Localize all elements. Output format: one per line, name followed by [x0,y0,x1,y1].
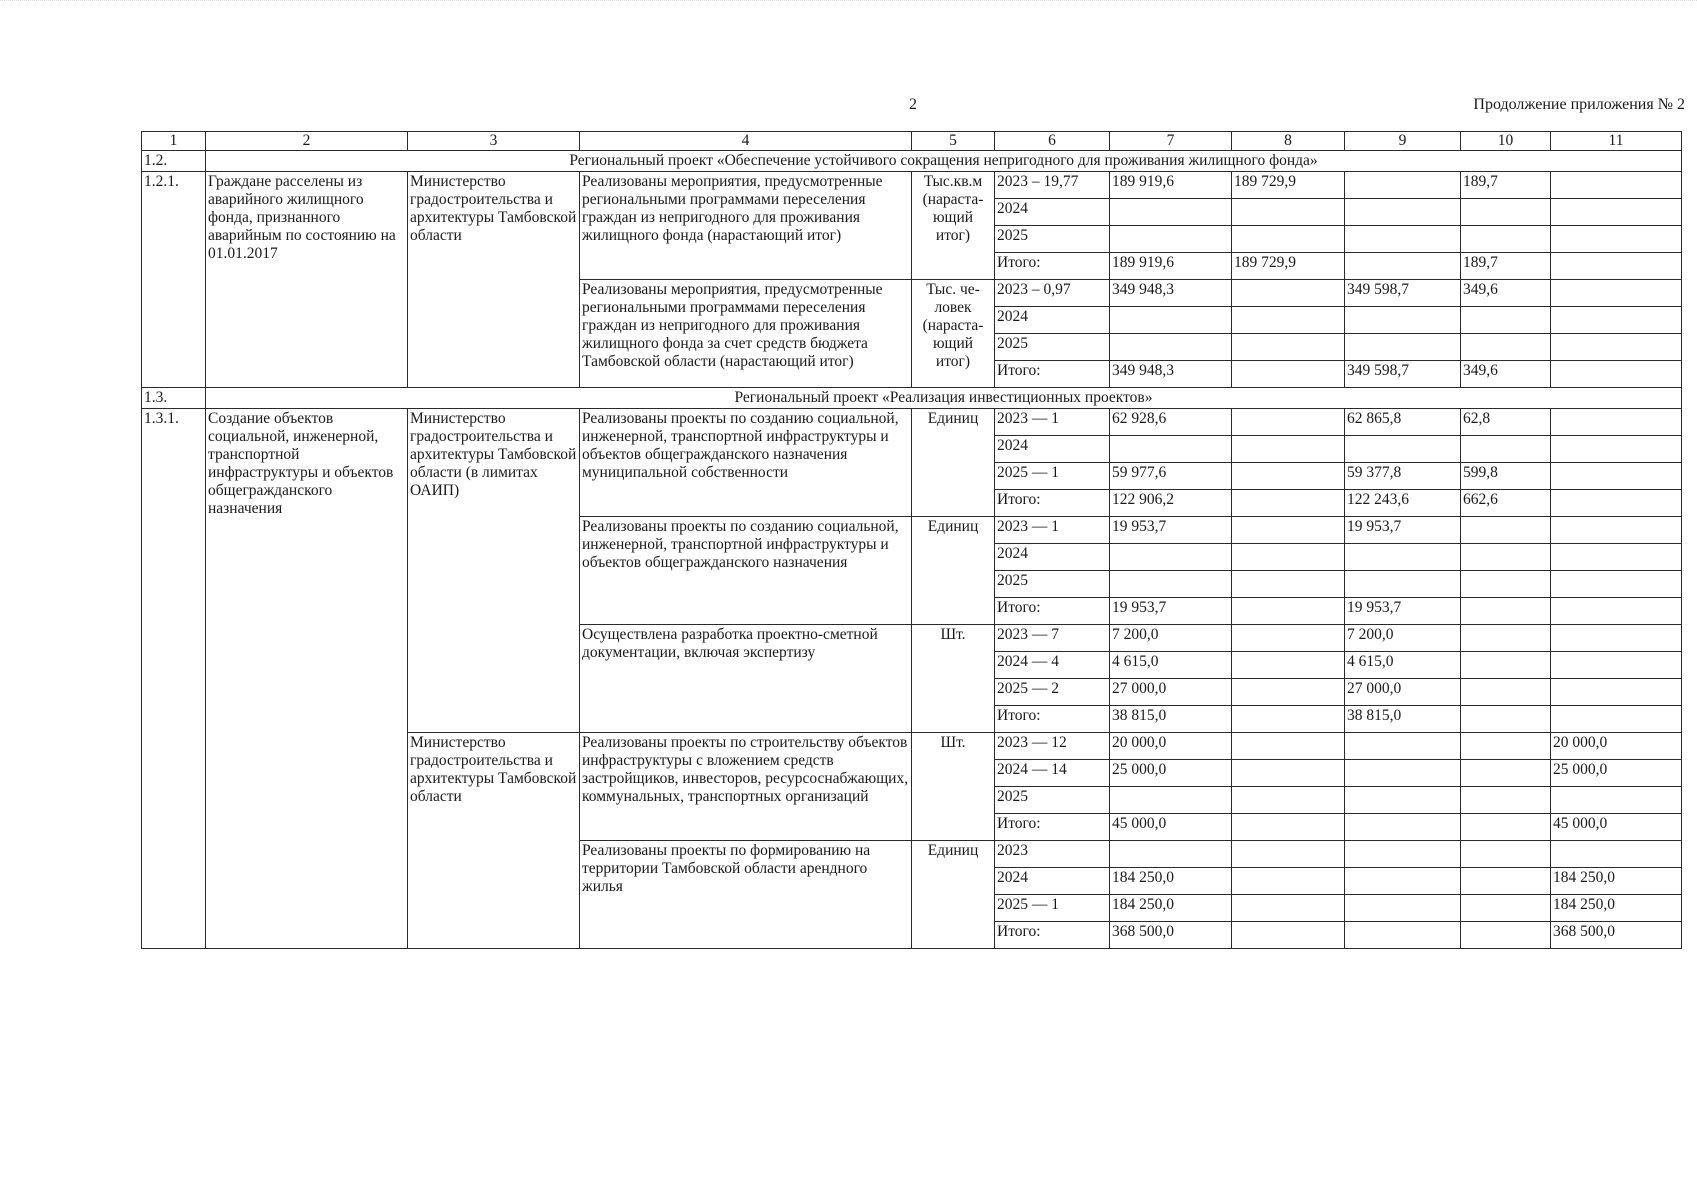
amount-cell [1345,922,1461,949]
col-header: 1 [142,132,206,151]
year-cell: 2024 [995,436,1110,463]
amount-cell [1551,787,1682,814]
year-cell: Итого: [995,253,1110,280]
amount-cell [1110,544,1232,571]
year-cell: Итого: [995,814,1110,841]
amount-cell: 19 953,7 [1110,598,1232,625]
result-unit: Тыс.кв.м (нараста-ющий итог) [912,172,995,280]
appendix-note: Продолжение приложения № 2 [1473,96,1685,113]
amount-cell [1551,307,1682,334]
result-unit: Единиц [912,409,995,517]
amount-cell: 4 615,0 [1345,652,1461,679]
amount-cell [1551,598,1682,625]
amount-cell: 662,6 [1461,490,1551,517]
amount-cell [1232,544,1345,571]
amount-cell [1232,361,1345,388]
result-unit: Единиц [912,841,995,949]
amount-cell: 62 865,8 [1345,409,1461,436]
amount-cell [1461,652,1551,679]
item-code: 1.3.1. [142,409,206,949]
amount-cell: 349 948,3 [1110,280,1232,307]
item-executor: Министерство градостроительства и архитектуры Тамбовской области (в лимитах ОАИП) [408,409,580,733]
amount-cell [1461,868,1551,895]
result-unit: Шт. [912,625,995,733]
amount-cell [1345,226,1461,253]
amount-cell [1110,307,1232,334]
amount-cell [1461,787,1551,814]
amount-cell [1232,307,1345,334]
result-description: Реализованы проекты по формированию на территории Тамбовской области арендного жилья [580,841,912,949]
amount-cell [1232,787,1345,814]
amount-cell [1345,307,1461,334]
amount-cell [1110,787,1232,814]
amount-cell [1551,463,1682,490]
amount-cell [1461,226,1551,253]
amount-cell [1345,760,1461,787]
amount-cell [1461,625,1551,652]
amount-cell: 189 729,9 [1232,172,1345,199]
amount-cell [1461,895,1551,922]
amount-cell: 184 250,0 [1551,895,1682,922]
amount-cell [1461,436,1551,463]
amount-cell: 189,7 [1461,253,1551,280]
amount-cell: 189 729,9 [1232,253,1345,280]
amount-cell: 27 000,0 [1345,679,1461,706]
amount-cell [1345,841,1461,868]
col-header: 4 [580,132,912,151]
amount-cell [1461,814,1551,841]
year-cell: Итого: [995,922,1110,949]
amount-cell [1461,598,1551,625]
item-task: Граждане расселены из аварийного жилищного фонда, признанного аварийным по состоянию на 01.01.2017 [206,172,408,388]
amount-cell [1551,436,1682,463]
amount-cell: 122 243,6 [1345,490,1461,517]
section-title: Региональный проект «Обеспечение устойчивого сокращения непригодного для проживания жилищного фонда» [206,151,1682,172]
col-header: 3 [408,132,580,151]
amount-cell [1110,199,1232,226]
result-description: Реализованы проекты по строительству объектов инфраструктуры с вложением средств застройщиков, инвесторов, ресурсоснабжающих, коммунальных, транспортных организаций [580,733,912,841]
result-unit: Шт. [912,733,995,841]
amount-cell [1232,652,1345,679]
amount-cell: 45 000,0 [1551,814,1682,841]
amount-cell [1232,334,1345,361]
amount-cell [1345,571,1461,598]
section-row [142,151,1682,172]
col-header: 9 [1345,132,1461,151]
amount-cell [1232,226,1345,253]
result-description: Осуществлена разработка проектно-сметной документации, включая экспертизу [580,625,912,733]
amount-cell [1345,199,1461,226]
amount-cell: 7 200,0 [1110,625,1232,652]
year-cell: 2024 [995,544,1110,571]
amount-cell [1461,544,1551,571]
amount-cell: 19 953,7 [1345,598,1461,625]
amount-cell [1345,814,1461,841]
amount-cell [1551,409,1682,436]
page-number: 2 [909,96,917,113]
year-cell: 2024 [995,868,1110,895]
amount-cell: 349,6 [1461,280,1551,307]
amount-cell: 122 906,2 [1110,490,1232,517]
amount-cell [1232,868,1345,895]
item-executor: Министерство градостроительства и архитектуры Тамбовской области [408,733,580,949]
year-cell: Итого: [995,706,1110,733]
amount-cell [1345,895,1461,922]
year-cell: 2024 [995,307,1110,334]
amount-cell: 349 948,3 [1110,361,1232,388]
amount-cell: 27 000,0 [1110,679,1232,706]
amount-cell: 59 377,8 [1345,463,1461,490]
column-numbers-row [142,132,1682,151]
amount-cell: 62 928,6 [1110,409,1232,436]
col-header: 6 [995,132,1110,151]
amount-cell [1461,679,1551,706]
year-cell: 2024 — 14 [995,760,1110,787]
amount-cell: 349 598,7 [1345,280,1461,307]
amount-cell [1232,841,1345,868]
amount-cell [1551,490,1682,517]
result-description: Реализованы проекты по созданию социальной, инженерной, транспортной инфраструктуры и объектов общегражданского назначения муниципальной собственности [580,409,912,517]
amount-cell: 4 615,0 [1110,652,1232,679]
result-description: Реализованы мероприятия, предусмотренные региональными программами переселения граждан из непригодного для проживания жилищного фонда за счет средств бюджета Тамбовской области (нарастающий итог) [580,280,912,388]
amount-cell [1232,490,1345,517]
amount-cell: 38 815,0 [1345,706,1461,733]
year-cell: Итого: [995,490,1110,517]
year-cell: 2024 [995,199,1110,226]
amount-cell [1232,922,1345,949]
amount-cell [1345,733,1461,760]
amount-cell: 368 500,0 [1110,922,1232,949]
amount-cell: 349,6 [1461,361,1551,388]
amount-cell [1461,922,1551,949]
amount-cell [1461,199,1551,226]
year-cell: 2025 — 1 [995,895,1110,922]
amount-cell: 189 919,6 [1110,172,1232,199]
amount-cell [1551,706,1682,733]
amount-cell: 368 500,0 [1551,922,1682,949]
data-row [142,409,1682,436]
col-header: 5 [912,132,995,151]
year-cell: 2025 [995,571,1110,598]
amount-cell [1345,436,1461,463]
amount-cell: 25 000,0 [1110,760,1232,787]
year-cell: 2023 — 7 [995,625,1110,652]
program-table [141,131,1682,949]
amount-cell [1551,253,1682,280]
col-header: 2 [206,132,408,151]
amount-cell: 20 000,0 [1551,733,1682,760]
amount-cell [1110,436,1232,463]
amount-cell [1345,172,1461,199]
year-cell: 2023 — 12 [995,733,1110,760]
amount-cell [1345,868,1461,895]
amount-cell: 189,7 [1461,172,1551,199]
year-cell: 2025 [995,226,1110,253]
amount-cell [1232,517,1345,544]
amount-cell [1110,334,1232,361]
amount-cell: 59 977,6 [1110,463,1232,490]
amount-cell [1551,334,1682,361]
section-code: 1.3. [142,388,206,409]
year-cell: Итого: [995,361,1110,388]
year-cell: 2023 – 0,97 [995,280,1110,307]
amount-cell [1461,760,1551,787]
amount-cell [1232,814,1345,841]
year-cell: 2023 — 1 [995,409,1110,436]
year-cell: 2023 [995,841,1110,868]
amount-cell [1110,841,1232,868]
amount-cell [1461,571,1551,598]
amount-cell [1232,199,1345,226]
item-executor: Министерство градостроительства и архитектуры Тамбовской области [408,172,580,388]
result-unit: Тыс. че-ловек (нараста-ющий итог) [912,280,995,388]
year-cell: 2023 – 19,77 [995,172,1110,199]
year-cell: 2023 — 1 [995,517,1110,544]
amount-cell: 7 200,0 [1345,625,1461,652]
amount-cell [1461,334,1551,361]
col-header: 10 [1461,132,1551,151]
amount-cell: 599,8 [1461,463,1551,490]
year-cell: 2025 [995,787,1110,814]
item-code: 1.2.1. [142,172,206,388]
section-code: 1.2. [142,151,206,172]
amount-cell [1551,841,1682,868]
amount-cell [1461,706,1551,733]
amount-cell: 184 250,0 [1551,868,1682,895]
col-header: 8 [1232,132,1345,151]
amount-cell: 38 815,0 [1110,706,1232,733]
amount-cell [1551,517,1682,544]
year-cell: 2025 — 1 [995,463,1110,490]
amount-cell [1461,733,1551,760]
amount-cell [1110,571,1232,598]
amount-cell: 189 919,6 [1110,253,1232,280]
amount-cell [1551,280,1682,307]
amount-cell [1551,199,1682,226]
section-title: Региональный проект «Реализация инвестиционных проектов» [206,388,1682,409]
amount-cell: 25 000,0 [1551,760,1682,787]
col-header: 7 [1110,132,1232,151]
amount-cell: 184 250,0 [1110,895,1232,922]
amount-cell [1551,226,1682,253]
amount-cell [1232,598,1345,625]
amount-cell [1232,895,1345,922]
year-cell: 2025 [995,334,1110,361]
amount-cell [1551,652,1682,679]
result-description: Реализованы мероприятия, предусмотренные региональными программами переселения граждан из непригодного для проживания жилищного фонда (нарастающий итог) [580,172,912,280]
year-cell: Итого: [995,598,1110,625]
amount-cell [1551,361,1682,388]
amount-cell: 19 953,7 [1110,517,1232,544]
result-unit: Единиц [912,517,995,625]
result-description: Реализованы проекты по созданию социальной, инженерной, транспортной инфраструктуры и объектов общегражданского назначения [580,517,912,625]
amount-cell [1345,544,1461,571]
amount-cell [1232,571,1345,598]
amount-cell [1232,409,1345,436]
col-header: 11 [1551,132,1682,151]
data-row [142,172,1682,199]
amount-cell [1345,787,1461,814]
amount-cell [1232,463,1345,490]
year-cell: 2025 — 2 [995,679,1110,706]
amount-cell [1345,334,1461,361]
amount-cell [1110,226,1232,253]
amount-cell: 184 250,0 [1110,868,1232,895]
amount-cell [1461,517,1551,544]
amount-cell: 45 000,0 [1110,814,1232,841]
section-row [142,388,1682,409]
amount-cell [1551,679,1682,706]
scan-edge-noise [0,0,1697,7]
item-task: Создание объектов социальной, инженерной, транспортной инфраструктуры и объектов общегражданского назначения [206,409,408,949]
amount-cell [1232,760,1345,787]
amount-cell [1461,307,1551,334]
year-cell: 2024 — 4 [995,652,1110,679]
amount-cell [1345,253,1461,280]
amount-cell [1551,544,1682,571]
amount-cell [1232,625,1345,652]
amount-cell [1551,172,1682,199]
amount-cell [1551,571,1682,598]
amount-cell: 62,8 [1461,409,1551,436]
amount-cell [1232,679,1345,706]
amount-cell: 20 000,0 [1110,733,1232,760]
amount-cell [1232,436,1345,463]
amount-cell: 19 953,7 [1345,517,1461,544]
amount-cell [1551,625,1682,652]
amount-cell [1232,733,1345,760]
amount-cell [1232,280,1345,307]
amount-cell: 349 598,7 [1345,361,1461,388]
amount-cell [1461,841,1551,868]
amount-cell [1232,706,1345,733]
